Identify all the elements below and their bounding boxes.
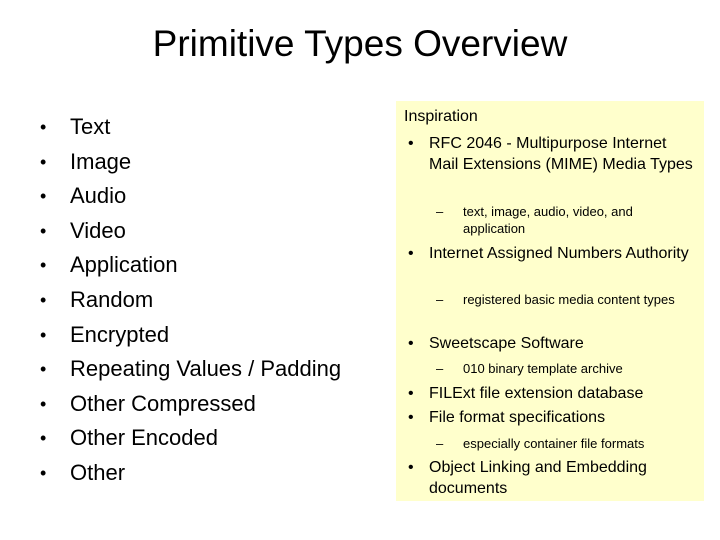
bullet-icon: •	[408, 135, 414, 152]
dash-icon: –	[436, 361, 444, 376]
inspiration-item-label: FILExt file extension database	[429, 385, 644, 402]
bullet-icon: •	[408, 409, 414, 426]
list-item: • Other Encoded	[40, 421, 341, 456]
list-item: • Text	[40, 110, 341, 145]
dash-icon: –	[436, 436, 444, 451]
inspiration-item-label: Sweetscape Software	[429, 335, 584, 352]
slide-title: Primitive Types Overview	[152, 23, 568, 64]
primitive-types-list	[40, 110, 341, 491]
bullet-icon: •	[408, 245, 414, 262]
inspiration-item-label: RFC 2046 - Multipurpose Internet Mail Extensions (MIME) Media Types	[429, 135, 693, 173]
inspiration-item-label: Object Linking and Embedding documents	[429, 459, 647, 497]
list-item: • Other	[40, 456, 341, 491]
inspiration-subitem-label: 010 binary template archive	[463, 361, 623, 376]
list-item: • Random	[40, 283, 341, 318]
inspiration-item-label: File format specifications	[429, 409, 606, 426]
inspiration-subitem-label: registered basic media content types	[463, 292, 675, 307]
inspiration-box	[396, 101, 704, 501]
inspiration-subitem-label: especially container file formats	[463, 436, 645, 451]
bullet-icon: •	[408, 459, 414, 476]
bullet-icon: •	[408, 385, 414, 402]
list-item: • Encrypted	[40, 318, 341, 353]
bullet-icon: •	[408, 335, 414, 352]
list-item: • Repeating Values / Padding	[40, 352, 341, 387]
list-item: • Video	[40, 214, 341, 249]
dash-icon: –	[436, 292, 444, 307]
inspiration-subitem-label: text, image, audio, video, and application	[463, 204, 633, 236]
list-item: • Audio	[40, 179, 341, 214]
list-item: • Other Compressed	[40, 387, 341, 422]
inspiration-heading: Inspiration	[404, 108, 478, 125]
list-item: • Image	[40, 145, 341, 180]
list-item: • Application	[40, 248, 341, 283]
dash-icon: –	[436, 204, 444, 219]
inspiration-item-label: Internet Assigned Numbers Authority	[429, 245, 689, 262]
